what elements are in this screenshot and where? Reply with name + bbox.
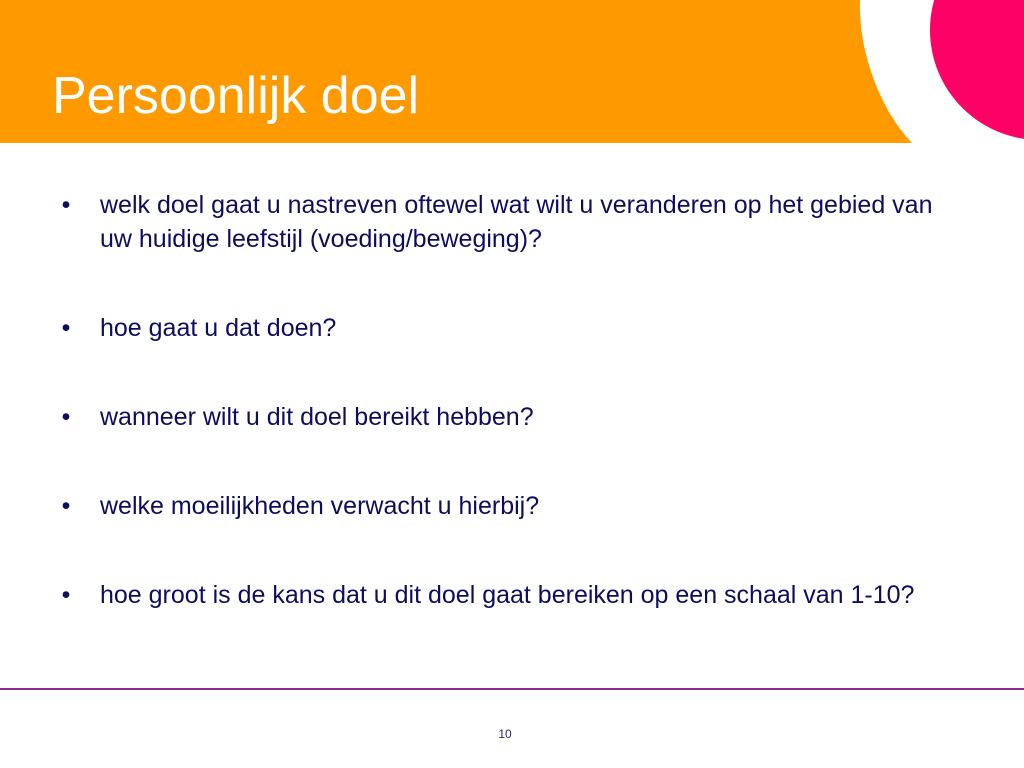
page-number: 10 xyxy=(498,727,512,741)
bullet-text: hoe groot is de kans dat u dit doel gaat bereiken op een schaal van 1-10? xyxy=(100,581,915,609)
bullet-text: hoe gaat u dat doen? xyxy=(100,314,337,342)
bullet-item xyxy=(56,489,956,523)
bullet-marker: • xyxy=(61,314,71,342)
bullet-item xyxy=(56,578,956,612)
slide-title: Persoonlijk doel xyxy=(52,67,420,125)
bullet-list xyxy=(56,188,956,667)
footer-divider xyxy=(0,688,1024,690)
bullet-item xyxy=(56,400,956,434)
bullet-marker: • xyxy=(61,492,71,520)
bullet-text: welk doel gaat u nastreven oftewel wat wilt u veranderen op het gebied van uw huidige leefstijl (voeding/beweging)? xyxy=(100,191,933,253)
bullet-text: welke moeilijkheden verwacht u hierbij? xyxy=(100,492,540,520)
bullet-marker: • xyxy=(61,191,71,219)
bullet-text: wanneer wilt u dit doel bereikt hebben? xyxy=(100,403,534,431)
bullet-item xyxy=(56,188,956,256)
bullet-marker: • xyxy=(61,403,71,431)
bullet-item xyxy=(56,311,956,345)
pink-circle xyxy=(930,0,1024,140)
bullet-marker: • xyxy=(61,581,71,609)
